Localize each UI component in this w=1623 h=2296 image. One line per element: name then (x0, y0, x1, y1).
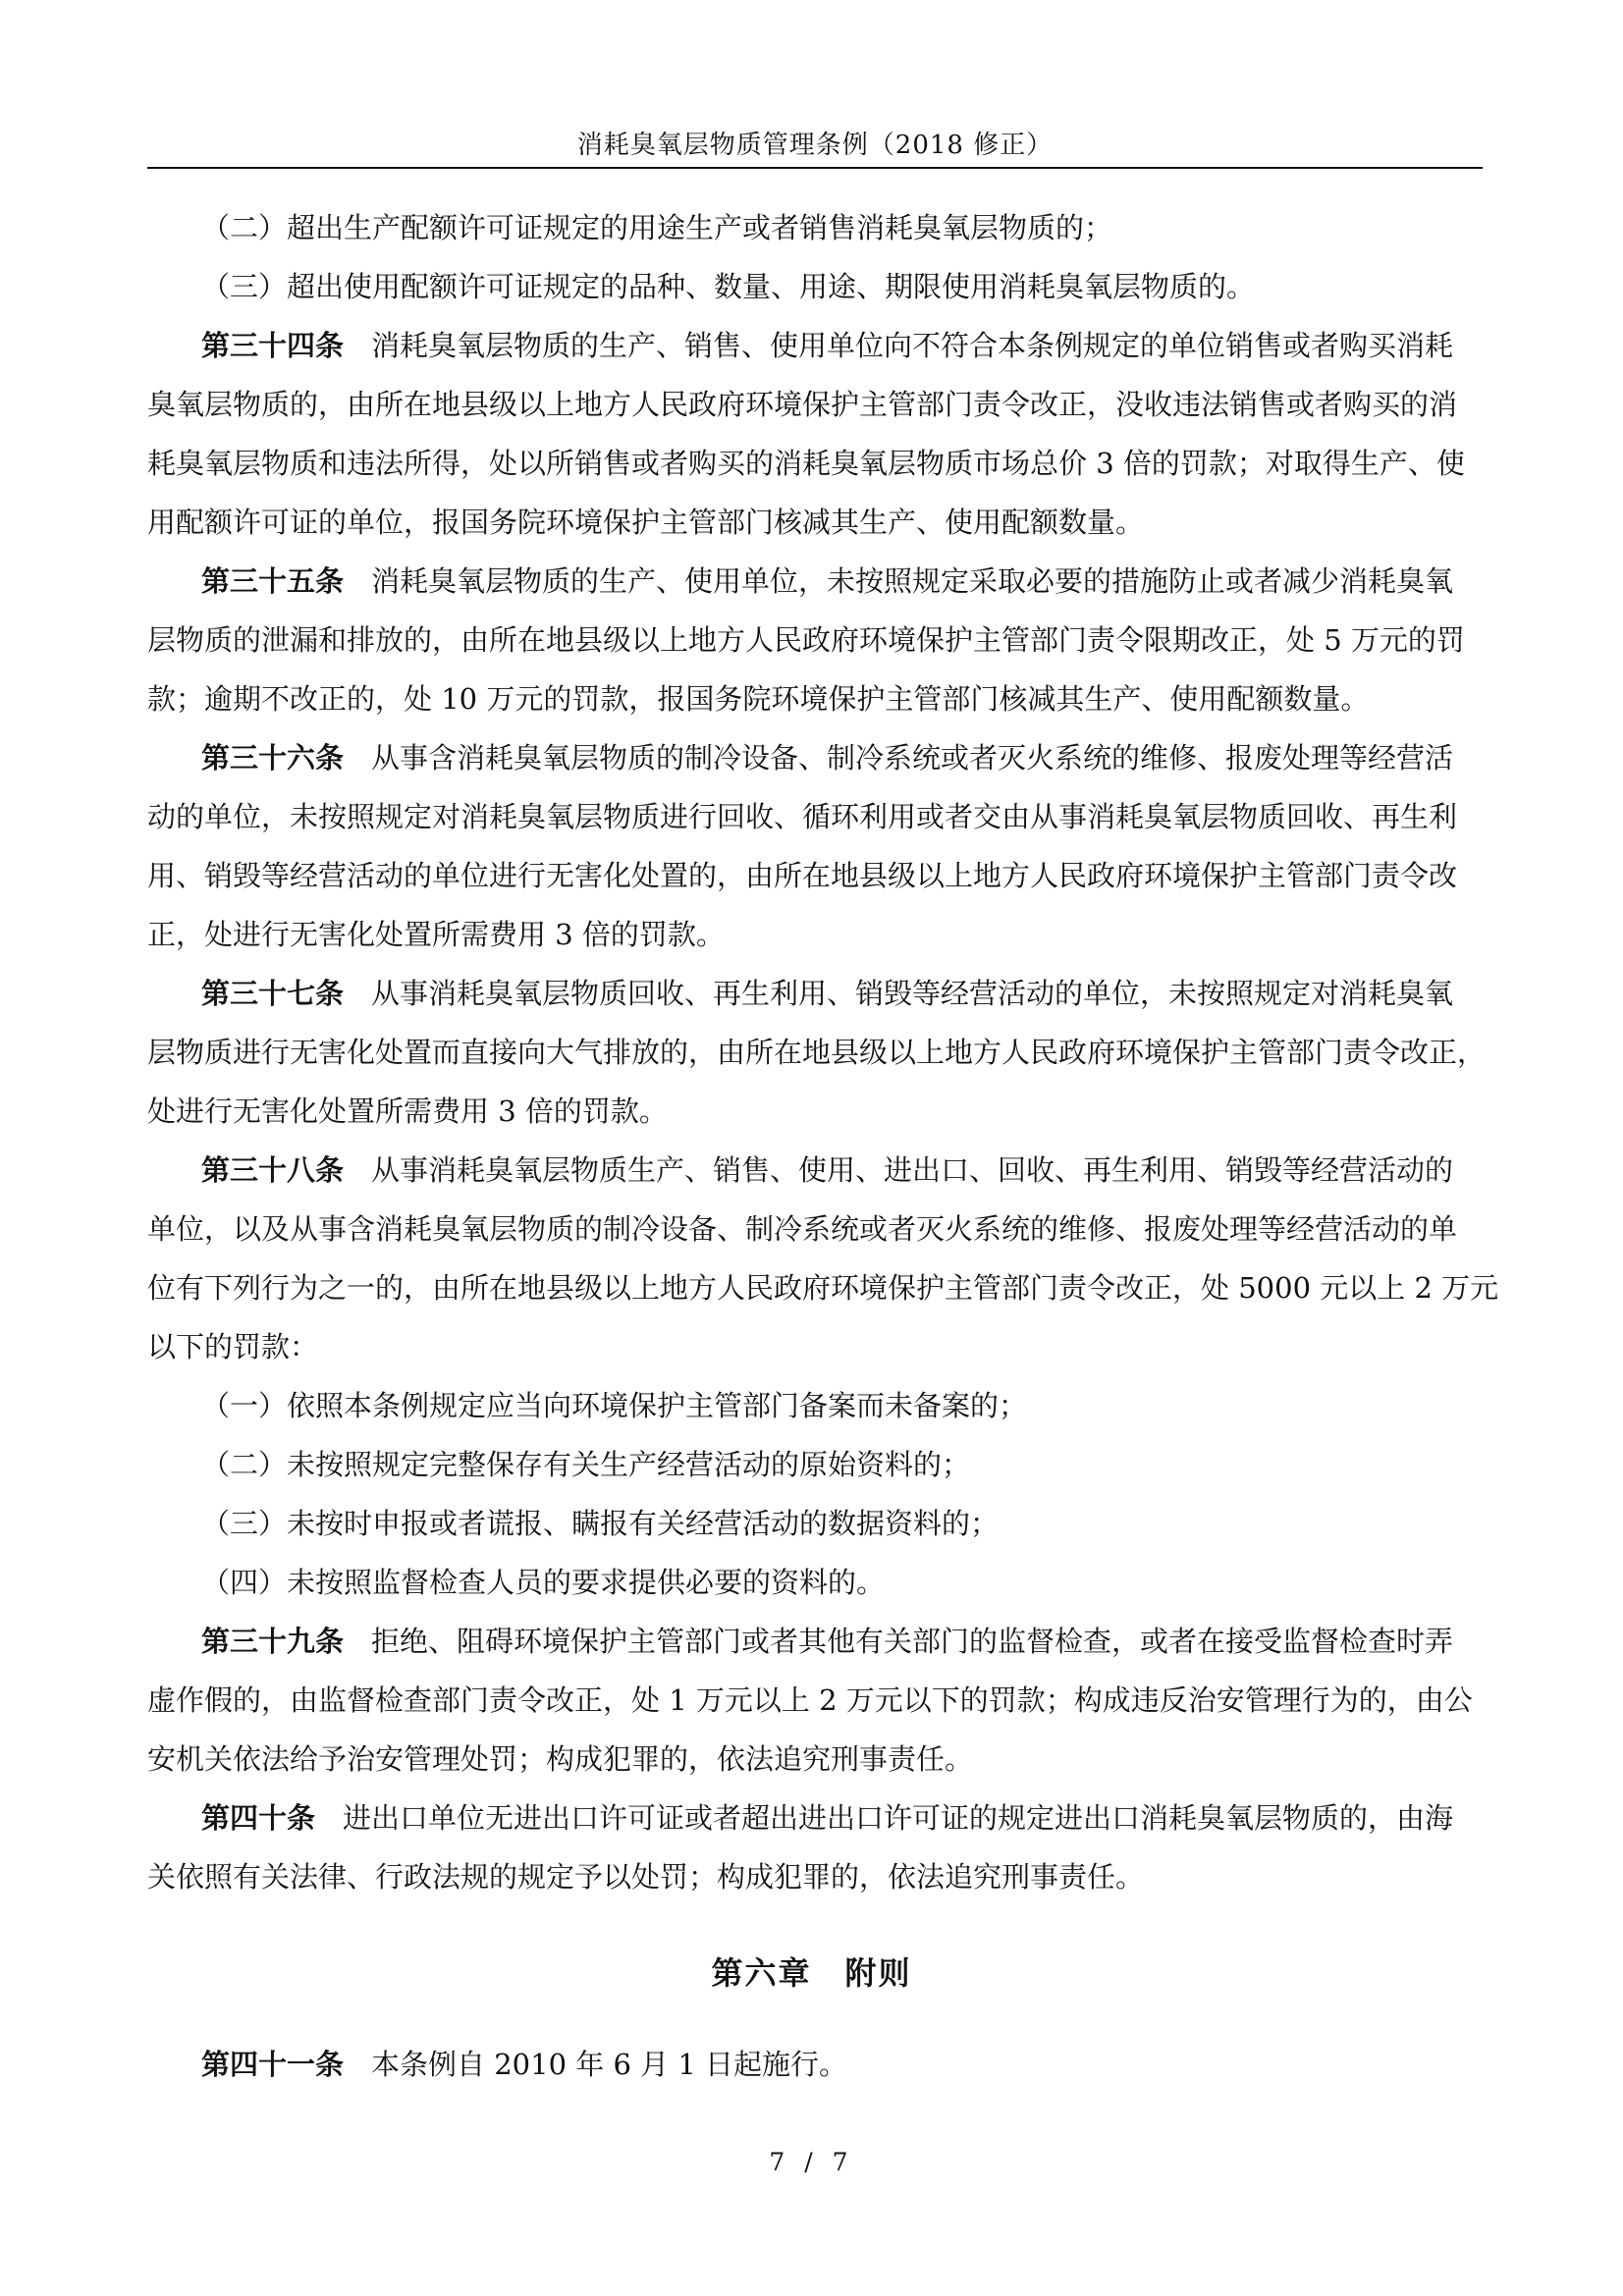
text-line: （三）超出使用配额许可证规定的品种、数量、用途、期限使用消耗臭氧层物质的。 (201, 270, 1256, 303)
list-item (201, 257, 1483, 316)
text-line: 安机关依法给予治安管理处罚；构成犯罪的，依法追究刑事责任。 (147, 1742, 974, 1776)
article-35 (147, 552, 1483, 728)
text-line: （四）未按照监督检查人员的要求提供必要的资料的。 (201, 1566, 886, 1599)
text-line: （二）未按照规定完整保存有关生产经营活动的原始资料的； (201, 1448, 971, 1481)
text-line: 款；逾期不改正的，处 10 万元的罚款，报国务院环境保护主管部门核减其生产、使用配额数量。 (147, 682, 1370, 716)
text-line: 单位，以及从事含消耗臭氧层物质的制冷设备、制冷系统或者灭火系统的维修、报废处理等经营活动的单 (147, 1212, 1458, 1246)
text-line: 位有下列行为之一的，由所在地县级以上地方人民政府环境保护主管部门责令改正，处 5000 元以上 2 万元 (147, 1271, 1499, 1305)
body-text (147, 198, 1499, 1906)
chapter-heading (0, 1949, 1623, 1994)
article-41 (201, 2035, 1483, 2094)
text-line (201, 1141, 1483, 1200)
text-line: 关依照有关法律、行政法规的规定予以处罚；构成犯罪的，依法追究刑事责任。 (147, 1860, 1145, 1894)
article-number: 第四十条 (201, 1801, 316, 1835)
article-number: 第三十四条 (201, 329, 345, 362)
article-text: 从事消耗臭氧层物质生产、销售、使用、进出口、回收、再生利用、销毁等经营活动的 (371, 1153, 1454, 1187)
article-text: 从事消耗臭氧层物质回收、再生利用、销毁等经营活动的单位，未按照规定对消耗臭氧 (371, 977, 1454, 1010)
text-line: 正，处进行无害化处置所需费用 3 倍的罚款。 (147, 918, 725, 951)
text-line: （一）依照本条例规定应当向环境保护主管部门备案而未备案的； (201, 1389, 1028, 1422)
text-line: （二）超出生产配额许可证规定的用途生产或者销售消耗臭氧层物质的； (201, 211, 1113, 244)
text-line (201, 552, 1483, 611)
header-rule (147, 167, 1483, 169)
article-text: 从事含消耗臭氧层物质的制冷设备、制冷系统或者灭火系统的维修、报废处理等经营活 (371, 741, 1454, 774)
chapter-title: 附则 (844, 1954, 912, 1992)
text-line: 以下的罚款： (147, 1330, 319, 1363)
text-line: 处进行无害化处置所需费用 3 倍的罚款。 (147, 1095, 668, 1128)
article-38 (147, 1141, 1499, 1376)
article-40 (147, 1789, 1483, 1906)
article-text: 消耗臭氧层物质的生产、销售、使用单位向不符合本条例规定的单位销售或者购买消耗 (371, 329, 1454, 362)
article-text: 本条例自 2010 年 6 月 1 日起施行。 (371, 2048, 848, 2081)
list-item (201, 198, 1483, 257)
text-line: 层物质进行无害化处置而直接向大气排放的，由所在地县级以上地方人民政府环境保护主管部门责令改正， (147, 1036, 1487, 1069)
text-line: 层物质的泄漏和排放的，由所在地县级以上地方人民政府环境保护主管部门责令限期改正，处 5 万元的罚 (147, 623, 1465, 657)
article-number: 第三十六条 (201, 741, 345, 774)
text-line (201, 728, 1483, 787)
list-item (201, 1376, 1483, 1435)
article-37 (147, 964, 1487, 1141)
list-item (201, 1435, 1483, 1494)
article-39 (147, 1612, 1483, 1789)
text-line (201, 316, 1483, 375)
chapter-number: 第六章 (711, 1954, 812, 1992)
article-number: 第三十五条 (201, 564, 345, 598)
text-line: 动的单位，未按照规定对消耗臭氧层物质进行回收、循环利用或者交由从事消耗臭氧层物质回收、再生利 (147, 800, 1458, 833)
article-number: 第四十一条 (201, 2048, 345, 2081)
text-line: 虚作假的，由监督检查部门责令改正，处 1 万元以上 2 万元以下的罚款；构成违反治安管理行为的，由公 (147, 1683, 1473, 1717)
text-line: 用配额许可证的单位，报国务院环境保护主管部门核减其生产、使用配额数量。 (147, 506, 1145, 539)
text-line: （三）未按时申报或者谎报、瞒报有关经营活动的数据资料的； (201, 1507, 1000, 1540)
article-36 (147, 728, 1483, 964)
article-text: 进出口单位无进出口许可证或者超出进出口许可证的规定进出口消耗臭氧层物质的，由海 (343, 1801, 1454, 1835)
text-line: 耗臭氧层物质和违法所得，处以所销售或者购买的消耗臭氧层物质市场总价 3 倍的罚款；对取得生产、使 (147, 447, 1465, 480)
page-number: 7 / 7 (769, 2148, 854, 2176)
text-line (201, 964, 1483, 1023)
running-header: 消耗臭氧层物质管理条例（2018 修正） (576, 131, 1054, 160)
list-item (201, 1494, 1483, 1553)
text-line: 臭氧层物质的，由所在地县级以上地方人民政府环境保护主管部门责令改正，没收违法销售或者购买的消 (147, 388, 1458, 421)
article-number: 第三十七条 (201, 977, 345, 1010)
article-text: 消耗臭氧层物质的生产、使用单位，未按照规定采取必要的措施防止或者减少消耗臭氧 (371, 564, 1454, 598)
article-number: 第三十九条 (201, 1625, 345, 1658)
article-34 (147, 316, 1483, 552)
text-line: 用、销毁等经营活动的单位进行无害化处置的，由所在地县级以上地方人民政府环境保护主管部门责令改 (147, 859, 1458, 892)
article-number: 第三十八条 (201, 1153, 345, 1187)
text-line (201, 1612, 1483, 1671)
list-item (201, 1553, 1483, 1612)
article-text: 拒绝、阻碍环境保护主管部门或者其他有关部门的监督检查，或者在接受监督检查时弄 (371, 1625, 1454, 1658)
text-line (201, 1789, 1483, 1847)
